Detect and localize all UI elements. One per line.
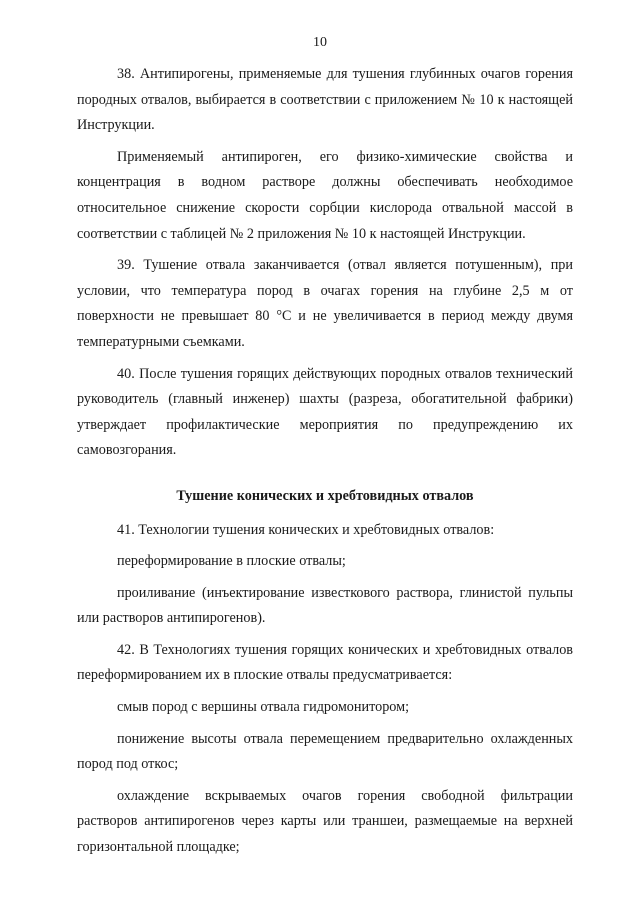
list-item-height-reduction: понижение высоты отвала перемещением предварительно охлажденных пород под откос; (77, 730, 573, 773)
list-item-washout: смыв пород с вершины отвала гидромонитором; (117, 699, 410, 716)
page-number: 10 (313, 35, 327, 50)
section-heading: Тушение конических и хребтовидных отвалов (176, 487, 474, 504)
paragraph-42: 42. В Технологиях тушения горящих конических и хребтовидных отвалов переформированием их в плоские отвалы предусматривается: (77, 641, 573, 684)
paragraph-40: 40. После тушения горящих действующих породных отвалов технический руководитель (главный инженер) шахты (разреза, обогатительной фабрики) утверждает профилактические мероприятия по предупреждению их самовозгорания. (77, 365, 573, 459)
list-item-cooling: охлаждение вскрываемых очагов горения свободной фильтрации растворов антипирогенов через карты или траншеи, размещаемые на верхней горизонтальной площадке; (77, 787, 573, 856)
paragraph-antipyrogen-properties: Применяемый антипироген, его физико-химические свойства и концентрация в водном растворе должны обеспечивать необходимое относительное снижение скорости сорбции кислорода отвальной массой в соответствии с таблицей № 2 приложения № 10 к настоящей Инструкции. (77, 148, 573, 242)
list-item-reformation: переформирование в плоские отвалы; (117, 553, 346, 570)
list-item-silting: проиливание (инъектирование известкового раствора, глинистой пульпы или растворов антипирогенов). (77, 584, 573, 627)
paragraph-38: 38. Антипирогены, применяемые для тушения глубинных очагов горения породных отвалов, выбирается в соответствии с приложением № 10 к настоящей Инструкции. (77, 66, 573, 134)
document-body (77, 62, 573, 861)
paragraph-41: 41. Технологии тушения конических и хребтовидных отвалов: (117, 521, 495, 538)
paragraph-39: 39. Тушение отвала заканчивается (отвал является потушенным), при условии, что температура пород в очагах горения на глубине 2,5 м от поверхности не превышает 80 °С и не увеличивается в период между двумя температурными съемками. (77, 257, 573, 350)
